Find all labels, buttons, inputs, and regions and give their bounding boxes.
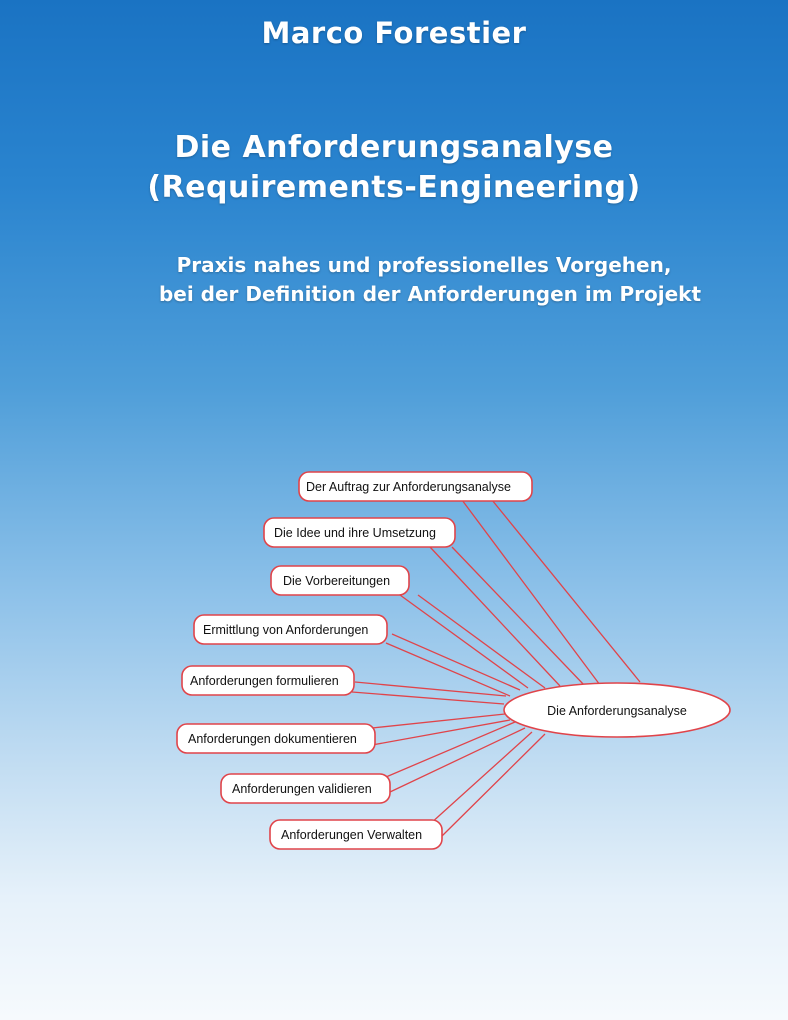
node-7 [221,774,390,803]
connector-8 [430,732,545,836]
connector-5 [352,682,506,704]
node-label: Anforderungen dokumentieren [188,732,357,746]
connector-6 [372,714,510,745]
book-title-line-2: (Requirements-Engineering) [147,170,641,205]
node-8 [270,820,442,849]
center-node [504,683,730,737]
connector-3 [400,595,545,688]
node-label: Anforderungen formulieren [190,674,339,688]
node-label: Anforderungen validieren [232,782,372,796]
book-title-line-1: Die Anforderungsanalyse [174,130,614,165]
subtitle-line-1: Praxis nahes und professionelles Vorgehen, [176,253,672,277]
node-5 [182,666,354,695]
node-1 [299,472,532,501]
node-label: Die Vorbereitungen [283,574,391,588]
diagram-connectors [352,500,640,836]
subtitle-line-2: bei der Definition der Anforderungen im Projekt [158,282,702,306]
author-name: Marco Forestier [261,16,527,50]
node-label: Der Auftrag zur Anforderungsanalyse [306,480,511,494]
node-label: Anforderungen Verwalten [281,828,423,842]
connector-2 [430,547,585,686]
node-label: Die Idee und ihre Umsetzung [274,526,436,540]
node-label: Ermittlung von Anforderungen [203,623,369,637]
center-node-label: Die Anforderungsanalyse [547,704,687,718]
node-3 [271,566,409,595]
node-6 [177,724,375,753]
node-4 [194,615,387,644]
node-2 [264,518,455,547]
connector-1 [462,500,640,685]
